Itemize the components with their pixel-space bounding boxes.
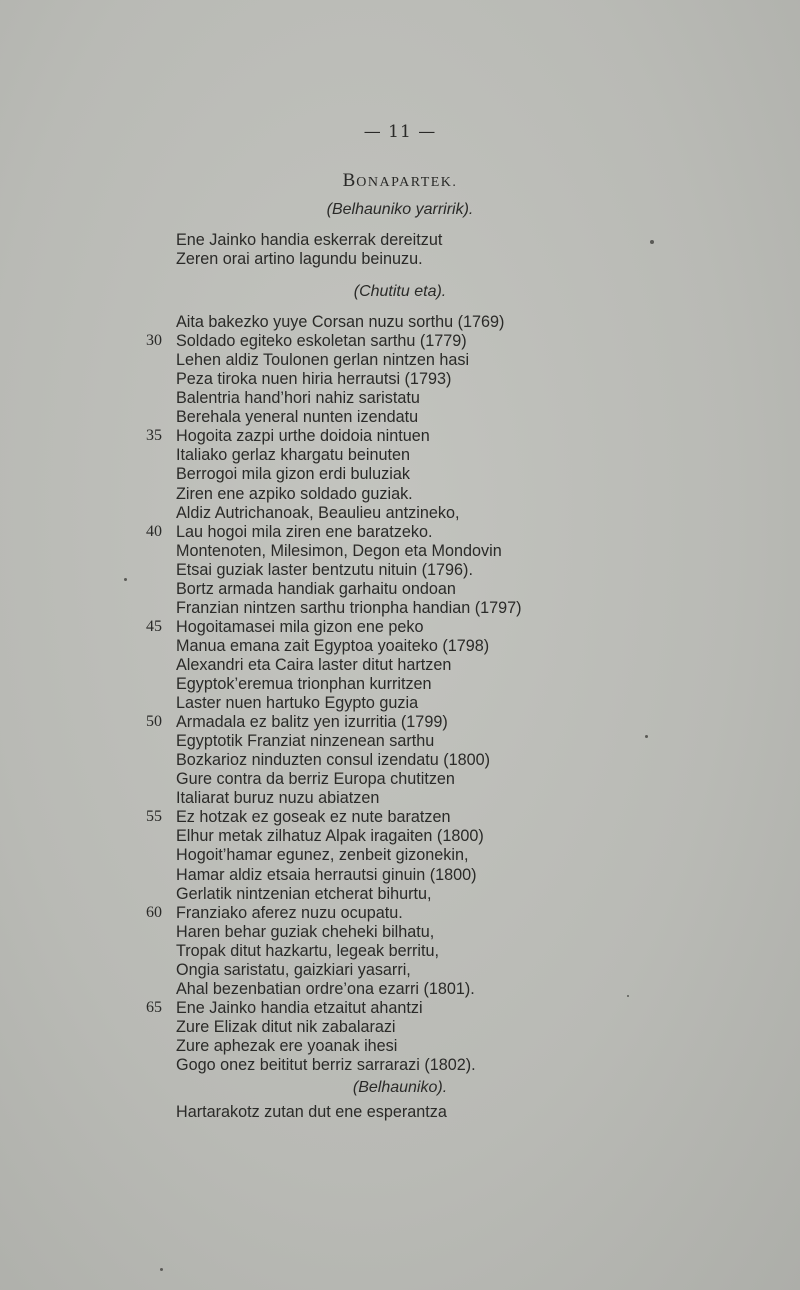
verse-text: Italiako gerlaz khargatu beinuten — [176, 446, 410, 465]
verse-text: Egyptotik Franziat ninzenean sarthu — [176, 732, 435, 751]
verse-text: Manua emana zait Egyptoa yoaiteko (1798) — [176, 636, 490, 655]
verse-text: Gogo onez beititut berriz sarrarazi (1802). — [176, 1056, 476, 1074]
verse-text: Hamar aldiz etsaia herrautsi ginuin (1800) — [176, 865, 477, 884]
line-number: 45 — [146, 617, 162, 635]
verse-text: Gure contra da berriz Europa chutitzen — [176, 770, 455, 789]
verse-text: Montenoten, Milesimon, Degon eta Mondovin — [176, 541, 502, 560]
verse-text: Bozkarioz ninduzten consul izendatu (1800) — [176, 751, 491, 770]
verse-text: Soldado egiteko eskoletan sarthu (1779) — [176, 332, 467, 351]
verse-text: Hartarakotz zutan dut ene esperantza — [176, 1103, 447, 1121]
line-number: 40 — [146, 522, 162, 540]
verse-text: Zure Elizak ditut nik zabalarazi — [176, 1017, 396, 1036]
verse-text: Armadala ez balitz yen izurritia (1799) — [176, 713, 448, 731]
line-number: 50 — [146, 713, 162, 730]
verse-text: Lau hogoi mila ziren ene baratzeko. — [176, 522, 433, 541]
verse-text: Aldiz Autrichanoak, Beaulieu antzineko, — [176, 503, 460, 522]
verse-text: Ongia saristatu, gaizkiari yasarri, — [176, 960, 411, 979]
line-number: 55 — [146, 808, 162, 826]
verse-text: Gerlatik nintzenian etcherat bihurtu, — [176, 884, 432, 903]
verse-text: Ene Jainko handia eskerrak dereitzut — [176, 231, 443, 249]
line-number: 35 — [146, 427, 162, 445]
poem-title — [0, 170, 800, 192]
verse-text: Ahal bezenbatian ordre’ona ezarri (1801). — [176, 979, 475, 998]
title-rest: ONAPARTEK. — [356, 175, 458, 190]
verse-text: Berrogoi mila gizon erdi buluziak — [176, 465, 410, 484]
speaker-direction: (Belhauniko yarririk). — [326, 201, 474, 218]
paper-speck — [650, 240, 654, 244]
verse-text: Zeren orai artino lagundu beinuzu. — [176, 250, 423, 269]
paper-speck — [645, 735, 648, 738]
verse-text: Hogoit’hamar egunez, zenbeit gizonekin, — [176, 846, 469, 865]
verse-text: Hogoita zazpi urthe doidoia nintuen — [176, 427, 430, 446]
verse-text: Ene Jainko handia etzaitut ahantzi — [176, 998, 423, 1017]
verse-text: Etsai guziak laster bentzutu nituin (1796). — [176, 560, 473, 579]
verse-text: Lehen aldiz Toulonen gerlan nintzen hasi — [176, 351, 470, 370]
speaker-direction: (Chutitu eta). — [353, 283, 447, 300]
verse-text: Tropak ditut hazkartu, legeak berritu, — [176, 941, 440, 960]
verse-text: Balentria hand’hori nahiz saristatu — [176, 389, 420, 408]
verse-text: Peza tiroka nuen hiria herrautsi (1793) — [176, 370, 452, 389]
verse-text: Franzian nintzen sarthu trionpha handian (1797) — [176, 598, 522, 617]
line-number: 60 — [146, 903, 162, 921]
verse-text: Ez hotzak ez goseak ez nute baratzen — [176, 808, 451, 827]
verse-text: Alexandri eta Caira laster ditut hartzen — [176, 655, 452, 674]
verse-text: Elhur metak zilhatuz Alpak iragaiten (1800) — [176, 827, 484, 846]
verse-text: Aita bakezko yuye Corsan nuzu sorthu (1769) — [176, 313, 505, 331]
paper-speck — [627, 995, 629, 997]
verse-text: Bortz armada handiak garhaitu ondoan — [176, 579, 456, 598]
verse-text: Hogoitamasei mila gizon ene peko — [176, 617, 424, 636]
verse-text: Laster nuen hartuko Egypto guzia — [176, 694, 419, 712]
speaker-direction: (Belhauniko). — [352, 1079, 448, 1096]
page-number: — 11 — — [363, 122, 437, 142]
verse-text: Franziako aferez nuzu ocupatu. — [176, 903, 403, 922]
paper-speck — [124, 578, 127, 581]
line-number: 30 — [146, 332, 162, 350]
line-number: 65 — [146, 998, 162, 1016]
verse-text: Haren behar guziak cheheki bilhatu, — [176, 922, 435, 941]
verse-text: Egyptok’eremua trionphan kurritzen — [176, 675, 432, 693]
verse-text: Ziren ene azpiko soldado guziak. — [176, 484, 413, 503]
verse-text: Zure aphezak ere yoanak ihesi — [176, 1036, 398, 1055]
verse-text: Berehala yeneral nunten izendatu — [176, 408, 419, 427]
title-initial: B — [342, 170, 357, 191]
paper-speck — [160, 1268, 163, 1271]
verse-text: Italiarat buruz nuzu abiatzen — [176, 789, 380, 808]
